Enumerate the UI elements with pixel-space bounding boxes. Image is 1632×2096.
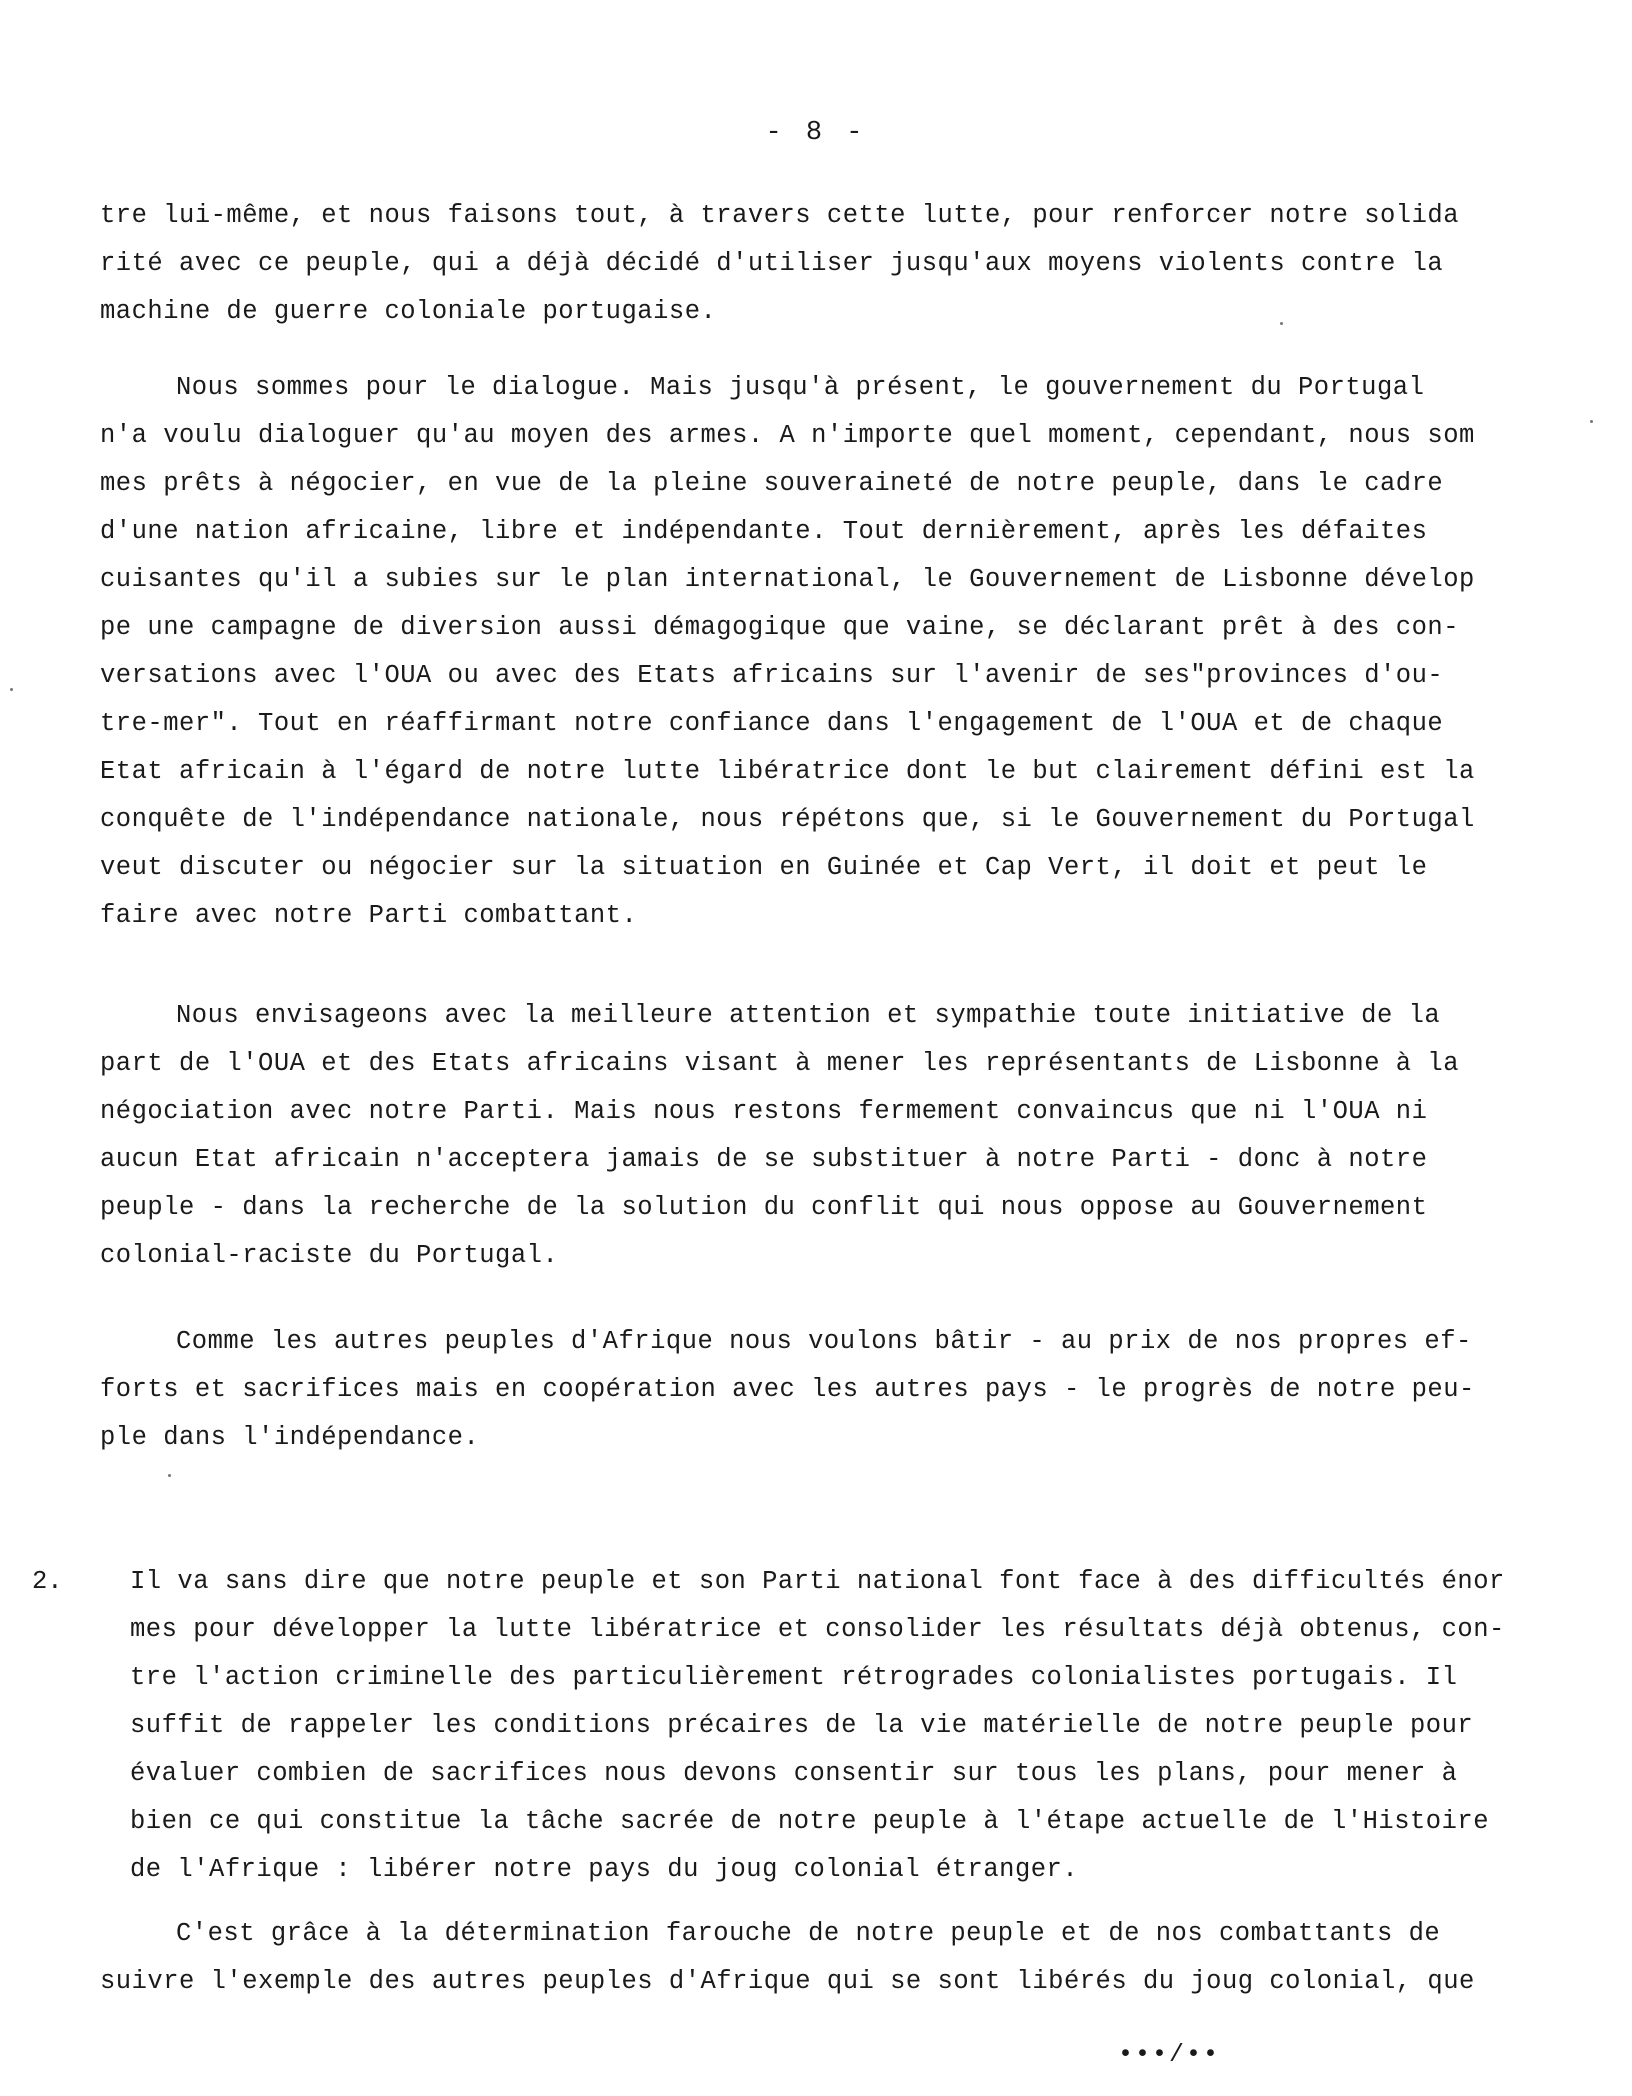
paragraph-3 xyxy=(100,992,1470,1280)
text-line: faire avec notre Parti combattant. xyxy=(100,901,638,930)
text-line: négociation avec notre Parti. Mais nous restons fermement convaincus que ni l'OUA ni xyxy=(100,1097,1428,1126)
text-line: rité avec ce peuple, qui a déjà décidé d'utiliser jusqu'aux moyens violents contre la xyxy=(100,249,1444,278)
text-line: de l'Afrique : libérer notre pays du joug colonial étranger. xyxy=(130,1855,1079,1884)
text-line: C'est grâce à la détermination farouche de notre peuple et de nos combattants de xyxy=(176,1919,1441,1948)
text-line: mes pour développer la lutte libératrice et consolider les résultats déjà obtenus, con- xyxy=(130,1615,1505,1644)
scan-speck xyxy=(168,1474,171,1477)
text-line: peuple - dans la recherche de la solution du conflit qui nous oppose au Gouvernement xyxy=(100,1193,1428,1222)
section-2-body xyxy=(130,1558,1505,1894)
text-line: pe une campagne de diversion aussi démagogique que vaine, se déclarant prêt à des con- xyxy=(100,613,1460,642)
text-line: suivre l'exemple des autres peuples d'Afrique qui se sont libérés du joug colonial, que xyxy=(100,1967,1475,1996)
paragraph-6 xyxy=(100,1910,1475,2006)
text-line: aucun Etat africain n'acceptera jamais de se substituer à notre Parti - donc à notre xyxy=(100,1145,1428,1174)
text-line: conquête de l'indépendance nationale, nous répétons que, si le Gouvernement du Portugal xyxy=(100,805,1475,834)
text-line: Nous envisageons avec la meilleure attention et sympathie toute initiative de la xyxy=(176,1001,1441,1030)
text-line: évaluer combien de sacrifices nous devons consentir sur tous les plans, pour mener à xyxy=(130,1759,1458,1788)
text-line: colonial-raciste du Portugal. xyxy=(100,1241,559,1270)
text-line: ple dans l'indépendance. xyxy=(100,1423,480,1452)
page-number: - 8 - xyxy=(765,118,867,148)
text-line: forts et sacrifices mais en coopération avec les autres pays - le progrès de notre peu- xyxy=(100,1375,1475,1404)
text-line: tre l'action criminelle des particulièrement rétrogrades colonialistes portugais. Il xyxy=(130,1663,1458,1692)
text-line: part de l'OUA et des Etats africains visant à mener les représentants de Lisbonne à la xyxy=(100,1049,1460,1078)
paragraph-1 xyxy=(100,192,1470,336)
section-number: 2. xyxy=(32,1567,63,1596)
text-line: cuisantes qu'il a subies sur le plan international, le Gouvernement de Lisbonne dévelop xyxy=(100,565,1475,594)
paragraph-2 xyxy=(100,364,1475,940)
scan-speck xyxy=(10,688,13,691)
text-line: Comme les autres peuples d'Afrique nous voulons bâtir - au prix de nos propres ef- xyxy=(176,1327,1472,1356)
text-line: mes prêts à négocier, en vue de la pleine souveraineté de notre peuple, dans le cadre xyxy=(100,469,1444,498)
text-line: Nous sommes pour le dialogue. Mais jusqu'à présent, le gouvernement du Portugal xyxy=(176,373,1425,402)
text-line: Il va sans dire que notre peuple et son Parti national font face à des difficultés énor xyxy=(130,1567,1505,1596)
text-line: bien ce qui constitue la tâche sacrée de notre peuple à l'étape actuelle de l'Histoire xyxy=(130,1807,1490,1836)
text-line: veut discuter ou négocier sur la situation en Guinée et Cap Vert, il doit et peut le xyxy=(100,853,1428,882)
text-line: n'a voulu dialoguer qu'au moyen des armes. A n'importe quel moment, cependant, nous som xyxy=(100,421,1475,450)
text-line: versations avec l'OUA ou avec des Etats africains sur l'avenir de ses"provinces d'ou- xyxy=(100,661,1444,690)
text-line: machine de guerre coloniale portugaise. xyxy=(100,297,717,326)
text-line: Etat africain à l'égard de notre lutte libératrice dont le but clairement défini est la xyxy=(100,757,1475,786)
paragraph-4 xyxy=(100,1318,1475,1462)
text-line: tre-mer". Tout en réaffirmant notre confiance dans l'engagement de l'OUA et de chaque xyxy=(100,709,1444,738)
text-line: tre lui-même, et nous faisons tout, à travers cette lutte, pour renforcer notre solida xyxy=(100,201,1460,230)
scan-speck xyxy=(1280,322,1283,325)
text-line: d'une nation africaine, libre et indépendante. Tout dernièrement, après les défaites xyxy=(100,517,1428,546)
text-line: suffit de rappeler les conditions précaires de la vie matérielle de notre peuple pour xyxy=(130,1711,1474,1740)
continuation-mark: •••/•• xyxy=(1118,2040,1221,2069)
scan-speck xyxy=(1590,420,1593,423)
